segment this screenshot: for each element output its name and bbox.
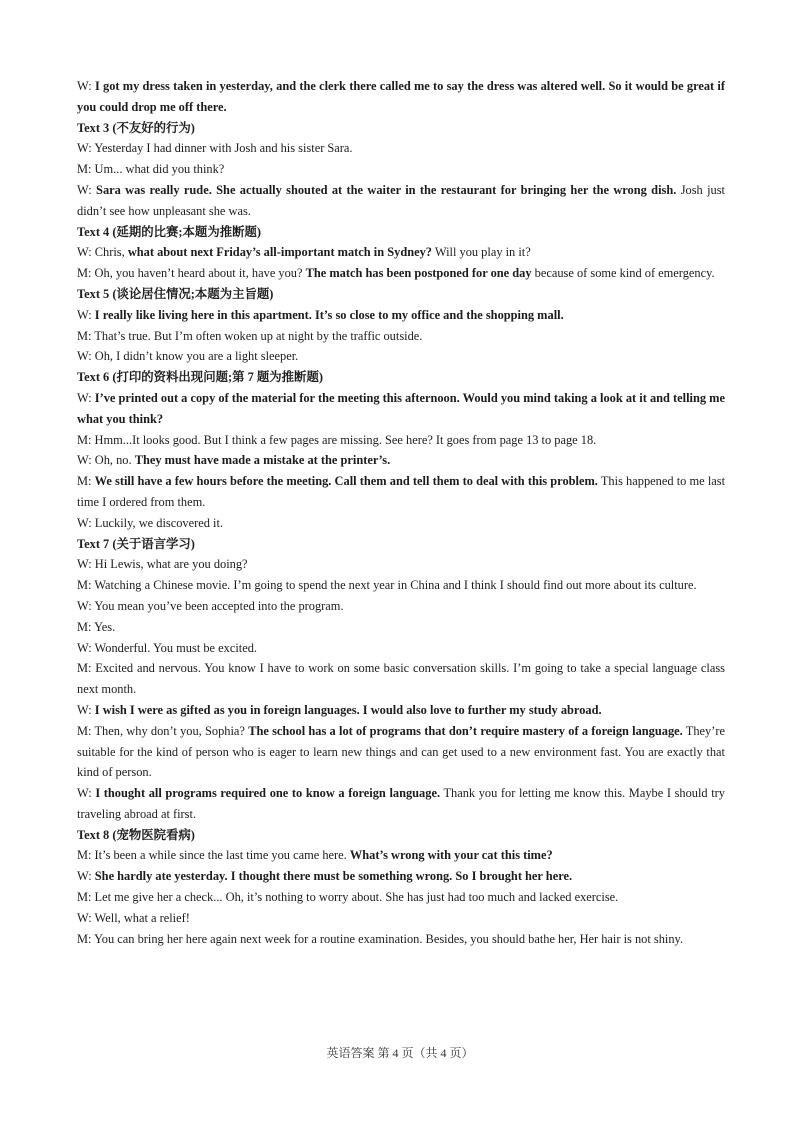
dialogue-text: M: Then, why don’t you, Sophia? — [77, 723, 249, 738]
dialogue-line — [77, 638, 725, 659]
dialogue-text: M: That’s true. But I’m often woken up at night by the traffic outside. — [77, 328, 423, 343]
dialogue-line — [77, 721, 725, 783]
dialogue-text: W: Oh, I didn’t know you are a light sleeper. — [77, 349, 299, 364]
answer-highlight: what about next Friday’s all-important match in Sydney? — [127, 245, 432, 260]
dialogue-line — [77, 596, 725, 617]
dialogue-line — [77, 908, 725, 929]
dialogue-text: W: — [77, 307, 95, 322]
dialogue-text: W: — [77, 182, 97, 197]
dialogue-line — [77, 575, 725, 596]
dialogue-text: M: Excited and nervous. You know I have to work on some basic conversation skills. I’m going to take a special language class next month. — [77, 661, 725, 697]
dialogue-text: M: Yes. — [77, 619, 116, 634]
answer-highlight: Text 4 (延期的比赛;本题为推断题) — [77, 224, 262, 239]
answer-highlight: I really like living here in this apartment. It’s so close to my office and the shopping mall. — [94, 307, 564, 322]
answer-highlight: She hardly ate yesterday. I thought there must be something wrong. So I brought her here. — [94, 869, 573, 884]
answer-highlight: Text 8 (宠物医院看病) — [77, 827, 195, 842]
dialogue-text: W: — [77, 786, 96, 801]
section-heading — [77, 222, 725, 243]
answer-highlight: Text 6 (打印的资料出现问题;第 7 题为推断题) — [77, 370, 323, 385]
section-heading — [77, 825, 725, 846]
dialogue-text: W: Yesterday I had dinner with Josh and his sister Sara. — [77, 141, 353, 156]
dialogue-text: because of some kind of emergency. — [531, 266, 715, 281]
answer-highlight: Text 3 (不友好的行为) — [77, 120, 195, 135]
dialogue-line — [77, 450, 725, 471]
dialogue-text: M: Let me give her a check... Oh, it’s nothing to worry about. She has just had too much and lacked exercise. — [77, 890, 619, 905]
dialogue-text: M: — [77, 474, 95, 489]
section-heading — [77, 118, 725, 139]
section-heading — [77, 367, 725, 388]
dialogue-text: M: Hmm...It looks good. But I think a few pages are missing. See here? It goes from page 13 to page 18. — [77, 432, 597, 447]
dialogue-text: W: — [77, 79, 95, 93]
dialogue-text: W: Well, what a relief! — [77, 910, 190, 925]
dialogue-text: W: Hi Lewis, what are you doing? — [77, 557, 248, 572]
dialogue-line — [77, 845, 725, 866]
answer-highlight: I thought all programs required one to know a foreign language. — [95, 786, 441, 801]
dialogue-line — [77, 263, 725, 284]
dialogue-line — [77, 76, 725, 118]
dialogue-line — [77, 346, 725, 367]
dialogue-text: This happened to me last time I ordered from them. — [77, 474, 726, 509]
dialogue-text: W: Luckily, we discovered it. — [77, 515, 224, 530]
dialogue-text: They’re suitable for the kind of person who is eager to learn new things and can get used to a new environment fast. You are exactly that kind of person. — [77, 723, 726, 780]
dialogue-line — [77, 388, 725, 430]
dialogue-text: M: You can bring her here again next week for a routine examination. Besides, you should bathe her, Her hair is not shiny. — [77, 931, 684, 946]
dialogue-line — [77, 242, 725, 263]
dialogue-text: Thank you for letting me know this. Maybe I should try traveling abroad at first. — [77, 786, 726, 821]
dialogue-line — [77, 866, 725, 887]
dialogue-line — [77, 159, 725, 180]
dialogue-line — [77, 430, 725, 451]
answer-highlight: I got my dress taken in yesterday, and the clerk there called me to say the dress was altered well. So it would be great if you could drop me off there. — [77, 79, 725, 114]
answer-highlight: What’s wrong with your cat this time? — [349, 848, 553, 863]
dialogue-line — [77, 887, 725, 908]
dialogue-line — [77, 658, 725, 700]
dialogue-text: M: Um... what did you think? — [77, 162, 225, 177]
dialogue-text: M: It’s been a while since the last time you came here. — [77, 848, 350, 863]
dialogue-text: W: Wonderful. You must be excited. — [77, 640, 258, 655]
dialogue-text: W: — [77, 702, 95, 717]
answer-highlight: Text 5 (谈论居住情况;本题为主旨题) — [77, 286, 274, 301]
dialogue-text: W: — [77, 390, 95, 405]
dialogue-line — [77, 326, 725, 347]
answer-key-page — [77, 76, 725, 949]
dialogue-line — [77, 783, 725, 825]
dialogue-text: W: Chris, — [77, 245, 128, 260]
answer-highlight: I’ve printed out a copy of the material for the meeting this afternoon. Would you mind taking a look at it and telling me what you think? — [77, 390, 725, 426]
dialogue-text: Will you play in it? — [432, 245, 531, 260]
dialogue-line — [77, 138, 725, 159]
answer-highlight: We still have a few hours before the meeting. Call them and tell them to deal with this problem. — [94, 474, 598, 489]
section-heading — [77, 534, 725, 555]
dialogue-text: W: Oh, no. — [77, 453, 135, 468]
dialogue-line — [77, 180, 725, 222]
answer-highlight: The match has been postponed for one day — [305, 266, 532, 281]
answer-highlight: Text 7 (关于语言学习) — [77, 536, 195, 551]
dialogue-text: W: You mean you’ve been accepted into the program. — [77, 598, 344, 613]
answer-highlight: The school has a lot of programs that don’t require mastery of a foreign language. — [248, 723, 683, 738]
dialogue-text: Josh just didn’t see how unpleasant she was. — [77, 182, 725, 218]
dialogue-line — [77, 305, 725, 326]
dialogue-text: M: Watching a Chinese movie. I’m going to spend the next year in China and I think I should find out more about its culture. — [77, 578, 697, 593]
dialogue-line — [77, 554, 725, 575]
dialogue-line — [77, 513, 725, 534]
dialogue-text: M: Oh, you haven’t heard about it, have you? — [77, 266, 306, 281]
dialogue-line — [77, 929, 725, 950]
page-footer: 英语答案 第 4 页（共 4 页） — [326, 1046, 474, 1060]
dialogue-line — [77, 617, 725, 638]
section-heading — [77, 284, 725, 305]
dialogue-line — [77, 700, 725, 721]
dialogue-line — [77, 471, 725, 513]
answer-highlight: They must have made a mistake at the printer’s. — [134, 453, 391, 468]
dialogue-text: W: — [77, 869, 95, 884]
answer-highlight: I wish I were as gifted as you in foreign languages. I would also love to further my study abroad. — [94, 702, 602, 717]
answer-highlight: Sara was really rude. She actually shouted at the waiter in the restaurant for bringing her the wrong dish. — [96, 182, 677, 197]
